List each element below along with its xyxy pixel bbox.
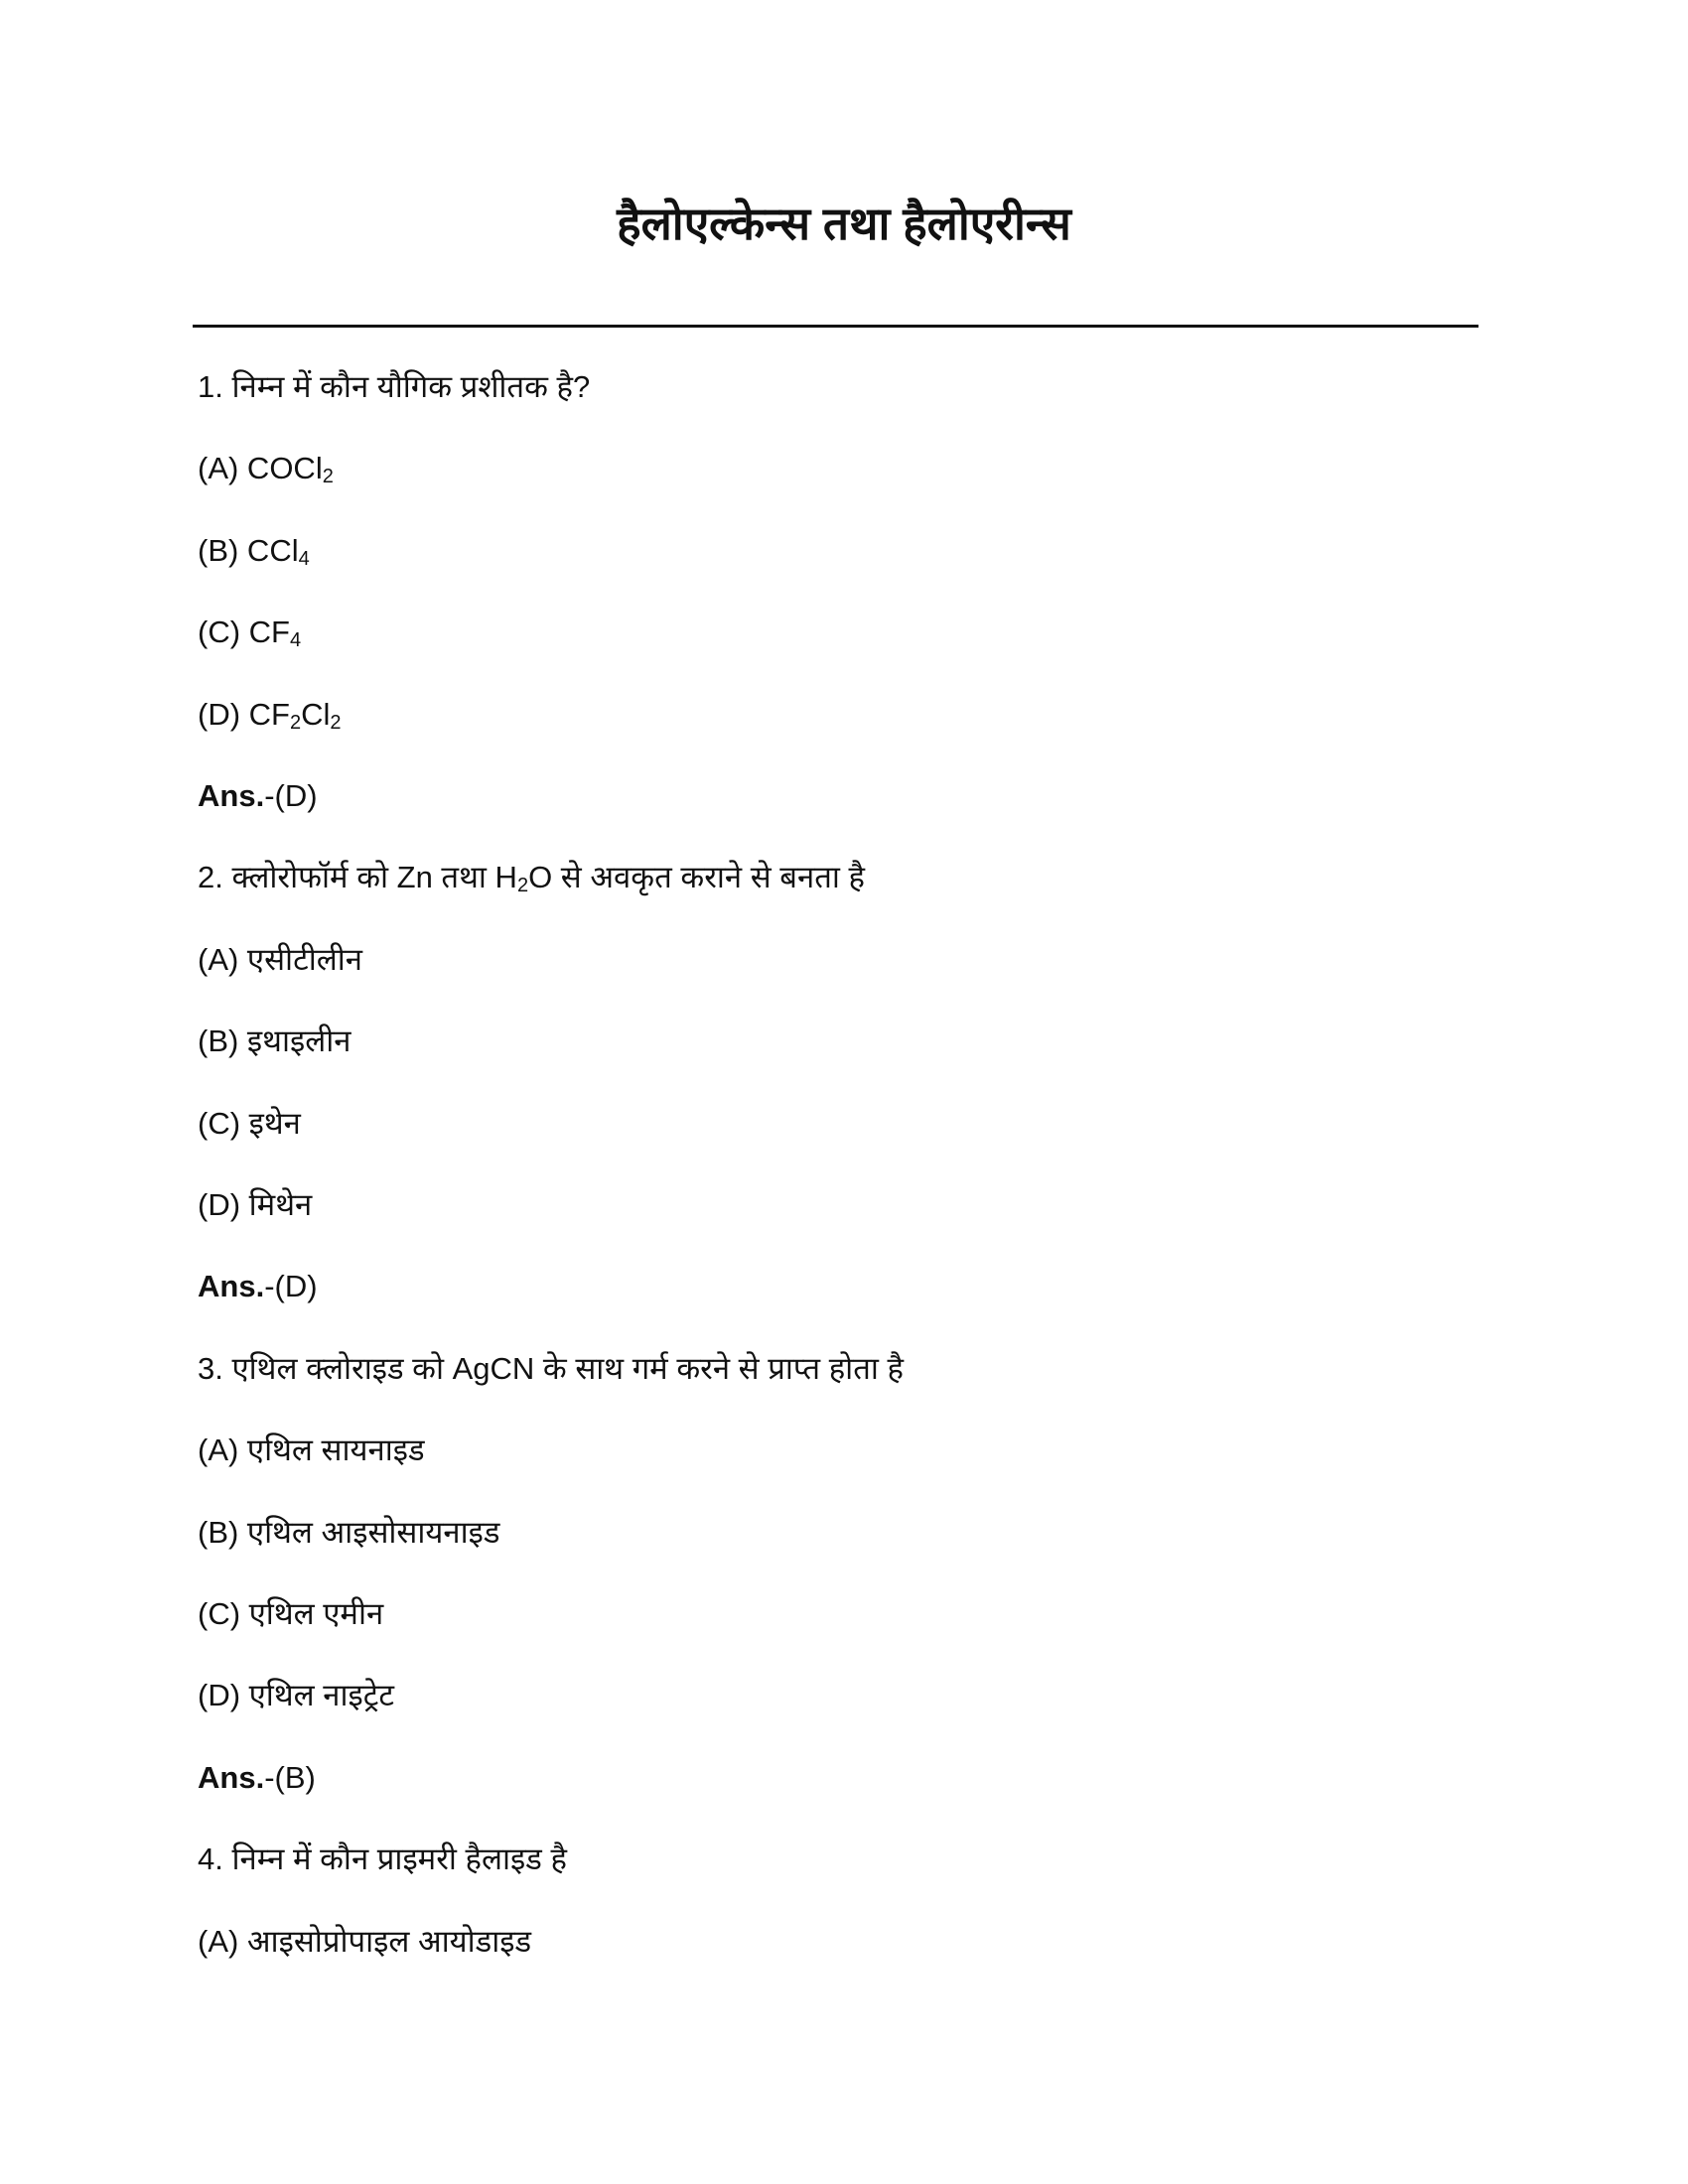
option	[198, 1674, 394, 1717]
text-segment: 4. निम्न में कौन प्राइमरी हैलाइड है	[198, 1842, 567, 1877]
option	[198, 1920, 531, 1964]
answer-label: Ans.	[198, 778, 265, 813]
answer-value: -(B)	[264, 1759, 316, 1795]
text-segment: (D) मिथेन	[198, 1187, 313, 1222]
answer-line	[198, 774, 318, 818]
text-segment: 1. निम्न में कौन यौगिक प्रशीतक है?	[198, 369, 591, 404]
subscript: 4	[289, 629, 302, 652]
answer-line	[198, 1756, 316, 1800]
subscript: 2	[516, 875, 529, 897]
question-text	[198, 856, 865, 899]
page-title: हैलोएल्केन्स तथा हैलोएरीन्स	[617, 198, 1071, 249]
text-segment: 2. क्लोरोफॉर्म को Zn तथा H	[198, 860, 517, 895]
option	[198, 611, 301, 654]
question-text	[198, 365, 590, 409]
option	[198, 1511, 499, 1555]
option	[198, 1183, 312, 1227]
subscript: 2	[289, 711, 302, 734]
text-segment: (C) CF	[198, 614, 290, 650]
title-divider	[193, 325, 1478, 328]
question-text	[198, 1838, 567, 1881]
question-text	[198, 1347, 904, 1391]
option	[198, 529, 310, 573]
answer-value: -(D)	[264, 778, 318, 813]
text-segment: (B) एथिल आइसोसायनाइड	[198, 1514, 500, 1550]
text-segment: (C) इथेन	[198, 1105, 301, 1141]
text-segment: (A) COCl	[198, 451, 323, 486]
option	[198, 447, 334, 490]
option	[198, 1429, 425, 1472]
text-segment: (D) CF	[198, 696, 290, 732]
option	[198, 693, 342, 737]
text-segment: (B) इथाइलीन	[198, 1024, 352, 1059]
answer-label: Ans.	[198, 1759, 265, 1795]
text-segment: (A) आइसोप्रोपाइल आयोडाइड	[198, 1923, 532, 1959]
text-segment: (B) CCl	[198, 532, 299, 568]
subscript: 2	[330, 711, 342, 734]
option	[198, 1102, 301, 1146]
subscript: 4	[298, 547, 310, 570]
option	[198, 1020, 351, 1063]
option	[198, 1592, 383, 1636]
option	[198, 938, 362, 982]
text-segment: (C) एथिल एमीन	[198, 1596, 384, 1631]
answer-value: -(D)	[264, 1269, 318, 1304]
text-segment: O से अवकृत कराने से बनता है	[528, 860, 865, 895]
answer-line	[198, 1265, 318, 1308]
text-segment: 3. एथिल क्लोराइड को AgCN के साथ गर्म करने से प्राप्त होता है	[198, 1350, 904, 1386]
answer-label: Ans.	[198, 1269, 265, 1304]
text-segment: (A) एथिल सायनाइड	[198, 1433, 425, 1468]
text-segment: (A) एसीटीलीन	[198, 941, 362, 977]
subscript: 2	[322, 466, 334, 488]
text-segment: (D) एथिल नाइट्रेट	[198, 1678, 394, 1713]
text-segment: Cl	[301, 696, 331, 732]
